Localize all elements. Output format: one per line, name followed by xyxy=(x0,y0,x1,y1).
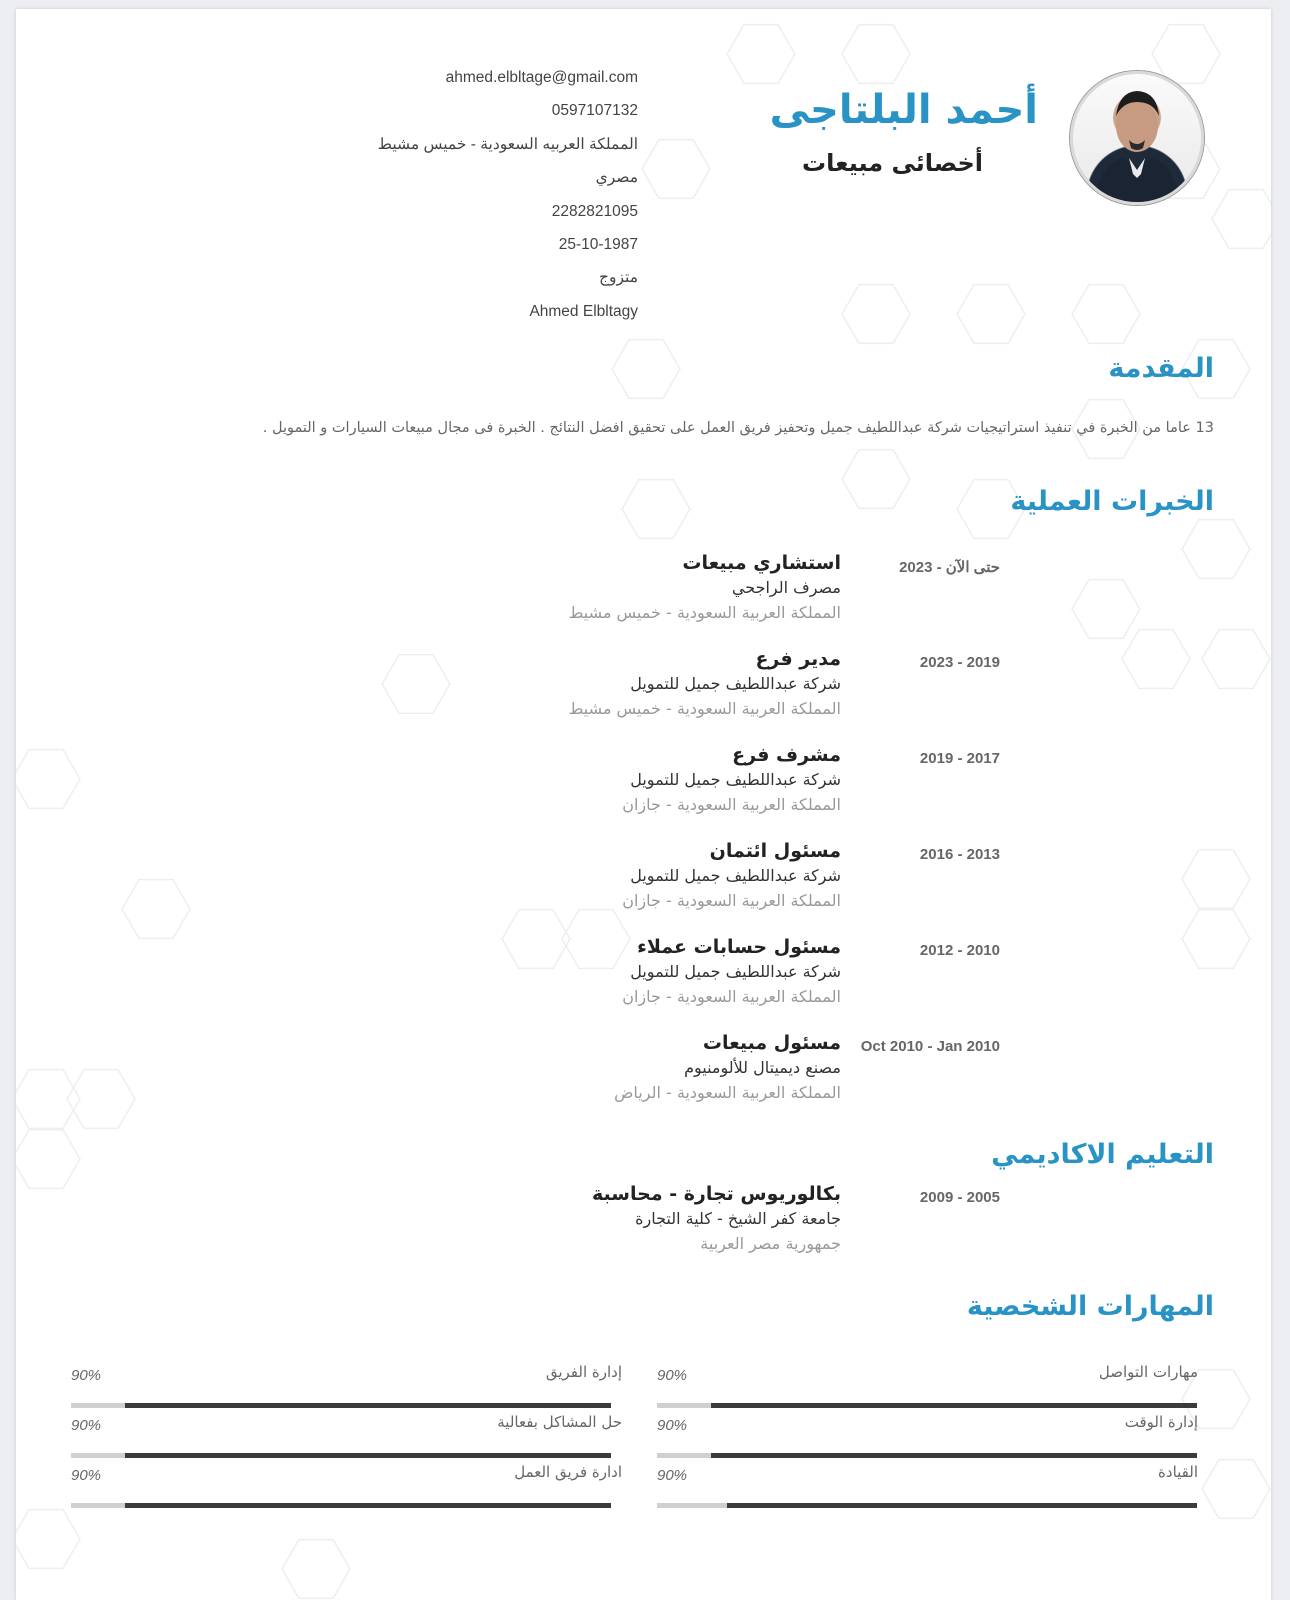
experience-org: شركة عبداللطيف جميل للتمويل xyxy=(630,962,841,981)
skill-bar-fill xyxy=(125,1403,611,1408)
profile-photo xyxy=(1070,71,1204,205)
education-date: 2009 - 2005 xyxy=(919,1189,1000,1206)
education-degree: بكالوريوس تجارة - محاسبة xyxy=(592,1183,841,1205)
experience-heading: الخبرات العملية xyxy=(1010,486,1214,517)
education-item xyxy=(441,1183,841,1259)
hexagon-decoration xyxy=(1072,285,1140,344)
experience-date: 2023 - 2019 xyxy=(919,654,1000,671)
skill-bar-fill xyxy=(125,1503,611,1508)
experience-item xyxy=(441,648,841,724)
avatar xyxy=(1073,74,1201,202)
skill-label: ادارة فريق العمل xyxy=(514,1463,622,1481)
phone: 0597107132 xyxy=(551,102,638,120)
skill-percent: 90% xyxy=(71,1367,102,1384)
skill-label: إدارة الوقت xyxy=(1124,1413,1198,1431)
hexagon-decoration xyxy=(642,140,710,199)
experience-date: 2012 - 2010 xyxy=(919,942,1000,959)
skill-percent: 90% xyxy=(657,1417,688,1434)
experience-item xyxy=(441,1032,841,1108)
education-institution: جامعة كفر الشيخ - كلية التجارة xyxy=(635,1209,841,1228)
address: المملكة العربيه السعودية - خميس مشيط xyxy=(377,135,638,153)
experience-role: استشاري مبيعات xyxy=(682,552,841,574)
hexagon-decoration xyxy=(842,25,910,84)
experience-role: مشرف فرع xyxy=(732,744,841,766)
experience-item xyxy=(441,936,841,1012)
hexagon-decoration xyxy=(1182,520,1250,579)
nationality: مصري xyxy=(595,169,638,187)
hexagon-decoration xyxy=(67,1070,135,1129)
experience-role: مسئول حسابات عملاء xyxy=(637,936,841,958)
full-name: أحمد البلتاجى xyxy=(769,87,1038,133)
education-location: جمهورية مصر العربية xyxy=(700,1234,841,1253)
skill-bar xyxy=(71,1453,611,1458)
experience-role: مسئول ائتمان xyxy=(709,840,841,862)
hexagon-decoration xyxy=(122,880,190,939)
experience-date: 2019 - 2017 xyxy=(919,750,1000,767)
email: ahmed.elbltage@gmail.com xyxy=(445,69,638,86)
skill-bar xyxy=(657,1503,1197,1508)
experience-role: مدير فرع xyxy=(755,648,841,670)
contact-info xyxy=(308,61,638,328)
hexagon-decoration xyxy=(1152,25,1220,84)
hexagon-decoration xyxy=(612,340,680,399)
experience-role: مسئول مبيعات xyxy=(702,1032,841,1054)
experience-date: 2016 - 2013 xyxy=(919,846,1000,863)
experience-date: Oct 2010 - Jan 2010 xyxy=(860,1038,1000,1055)
skill-bar-fill xyxy=(711,1403,1197,1408)
hexagon-decoration xyxy=(1212,190,1271,249)
skills-heading: المهارات الشخصية xyxy=(966,1291,1214,1322)
skill-label: حل المشاكل بفعالية xyxy=(497,1413,622,1431)
hexagon-decoration xyxy=(282,1540,350,1599)
skill-label: إدارة الفريق xyxy=(545,1363,622,1381)
hexagon-decoration xyxy=(1202,1460,1270,1519)
skill-percent: 90% xyxy=(71,1467,102,1484)
experience-location: المملكة العربية السعودية - جازان xyxy=(622,795,841,814)
skill-bar-fill xyxy=(711,1453,1197,1458)
resume-page xyxy=(16,9,1271,1600)
skill-percent: 90% xyxy=(657,1367,688,1384)
hexagon-decoration xyxy=(727,25,795,84)
experience-location: المملكة العربية السعودية - خميس مشيط xyxy=(568,603,841,622)
hexagon-decoration xyxy=(1122,630,1190,689)
skill-label: مهارات التواصل xyxy=(1098,1363,1198,1381)
hexagon-decoration xyxy=(622,480,690,539)
hexagon-decoration xyxy=(842,450,910,509)
skill-bar xyxy=(657,1403,1197,1408)
skill-bar-fill xyxy=(125,1453,611,1458)
education-heading: التعليم الاكاديمي xyxy=(991,1139,1214,1170)
experience-location: المملكة العربية السعودية - جازان xyxy=(622,987,841,1006)
id-number: 2282821095 xyxy=(551,202,638,220)
experience-item xyxy=(441,840,841,916)
experience-item xyxy=(441,744,841,820)
summary-text: 13 عاما من الخبرة في تنفيذ استراتيجيات شركة عبداللطيف جميل وتحفيز فريق العمل على تحقيق افضل النتائج . الخبرة فى مجال مبيعات السيارات و التمويل . xyxy=(262,420,1214,436)
skill-bar-fill xyxy=(727,1503,1197,1508)
marital-status: متزوج xyxy=(598,269,638,287)
skill-bar xyxy=(657,1453,1197,1458)
experience-date: 2023 - حتى الآن xyxy=(899,559,1000,576)
summary-heading: المقدمة xyxy=(1108,353,1214,384)
experience-location: المملكة العربية السعودية - جازان xyxy=(622,891,841,910)
skype-name: Ahmed Elbltagy xyxy=(529,302,638,320)
experience-item xyxy=(441,552,841,628)
hexagon-decoration xyxy=(957,285,1025,344)
job-title: أخصائى مبيعات xyxy=(802,149,983,177)
hexagon-decoration xyxy=(1072,580,1140,639)
birth-date: 25-10-1987 xyxy=(558,235,638,253)
experience-org: شركة عبداللطيف جميل للتمويل xyxy=(630,770,841,789)
hexagon-decoration xyxy=(16,1130,80,1189)
skill-label: القيادة xyxy=(1158,1463,1198,1481)
experience-org: مصنع ديميتال للألومنيوم xyxy=(684,1058,841,1077)
hexagon-decoration xyxy=(1182,850,1250,909)
skill-bar xyxy=(71,1403,611,1408)
hexagon-decoration xyxy=(1202,630,1270,689)
hexagon-decoration xyxy=(1182,910,1250,969)
skill-percent: 90% xyxy=(71,1417,102,1434)
experience-org: مصرف الراجحي xyxy=(731,578,841,597)
hexagon-decoration xyxy=(16,750,80,809)
hexagon-decoration xyxy=(16,1070,80,1129)
experience-org: شركة عبداللطيف جميل للتمويل xyxy=(630,674,841,693)
hexagon-decoration xyxy=(842,285,910,344)
experience-location: المملكة العربية السعودية - خميس مشيط xyxy=(568,699,841,718)
experience-org: شركة عبداللطيف جميل للتمويل xyxy=(630,866,841,885)
hexagon-decoration xyxy=(16,1510,80,1569)
hexagon-decoration xyxy=(382,655,450,714)
skill-percent: 90% xyxy=(657,1467,688,1484)
experience-location: المملكة العربية السعودية - الرياض xyxy=(614,1083,841,1102)
skill-bar xyxy=(71,1503,611,1508)
